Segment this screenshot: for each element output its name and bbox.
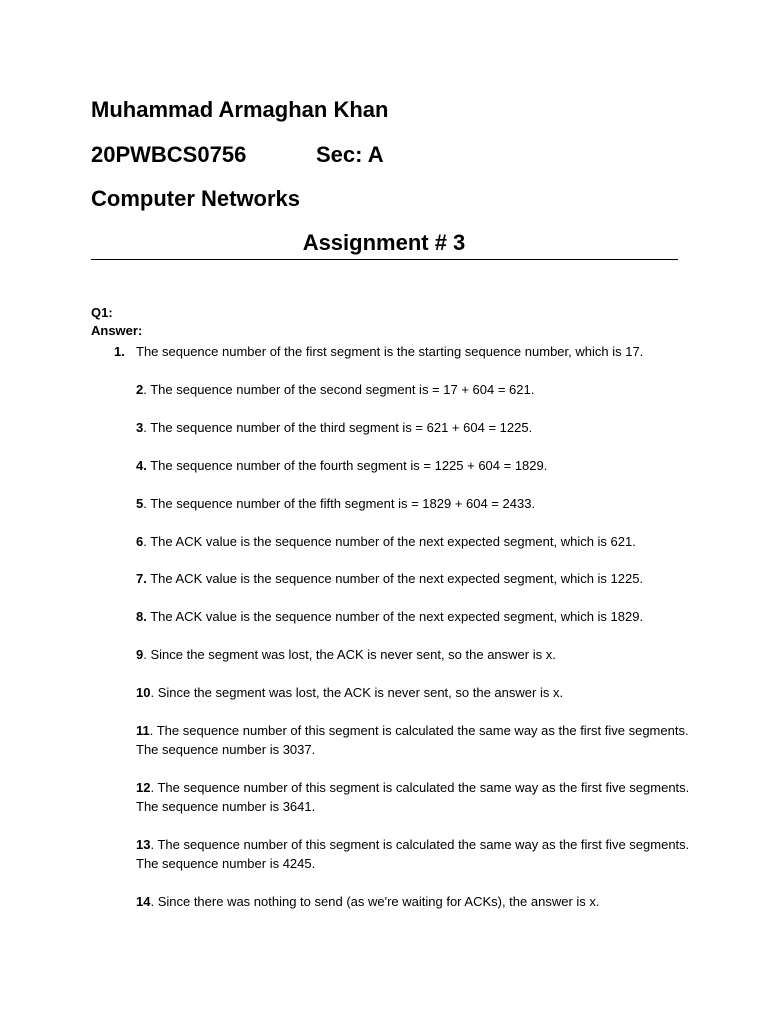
answer-number: 8. — [136, 609, 147, 624]
answer-text: . The sequence number of this segment is calculated the same way as the first five segments. The sequence number is 3037. — [136, 723, 689, 757]
answer-text: . Since there was nothing to send (as we're waiting for ACKs), the answer is x. — [150, 894, 600, 909]
answer-text: . The sequence number of the second segment is = 17 + 604 = 621. — [143, 382, 535, 397]
answer-text: . The ACK value is the sequence number of the next expected segment, which is 621. — [143, 534, 636, 549]
list-item — [136, 778, 696, 816]
answer-number: 6 — [136, 534, 144, 549]
list-item — [136, 683, 696, 702]
answer-text: . The sequence number of the third segment is = 621 + 604 = 1225. — [143, 420, 533, 435]
assignment-title: Assignment # 3 — [302, 230, 466, 255]
question-label: Q1: — [91, 305, 113, 320]
answer-text: The sequence number of the fourth segment is = 1225 + 604 = 1829. — [146, 458, 548, 473]
answer-number: 3 — [136, 420, 144, 435]
section-label: Sec: A — [316, 142, 384, 167]
list-item — [136, 569, 696, 588]
answer-text: . The sequence number of this segment is calculated the same way as the first five segments. The sequence number is 4245. — [136, 837, 690, 871]
list-item — [136, 645, 696, 664]
answer-text: . Since the segment was lost, the ACK is never sent, so the answer is x. — [150, 685, 564, 700]
answer-number: 13 — [136, 837, 151, 852]
answer-text: . Since the segment was lost, the ACK is never sent, so the answer is x. — [143, 647, 556, 662]
answer-number: 10 — [136, 685, 151, 700]
answer-number: 1. — [114, 344, 125, 359]
answer-number: 4. — [136, 458, 147, 473]
answer-number: 5 — [136, 496, 144, 511]
list-item — [136, 456, 696, 475]
course-title: Computer Networks — [91, 186, 301, 211]
answer-number: 9 — [136, 647, 144, 662]
answer-text: . The sequence number of the fifth segment is = 1829 + 604 = 2433. — [143, 496, 536, 511]
answer-number: 7. — [136, 571, 147, 586]
student-name: Muhammad Armaghan Khan — [91, 97, 389, 122]
student-id: 20PWBCS0756 — [91, 142, 247, 167]
answer-number: 2 — [136, 382, 144, 397]
answer-text: . The sequence number of this segment is calculated the same way as the first five segments. The sequence number is 3641. — [136, 780, 690, 814]
answer-label: Answer: — [91, 323, 143, 338]
list-item — [136, 892, 696, 911]
title-divider — [91, 259, 678, 260]
answer-text: The ACK value is the sequence number of the next expected segment, which is 1829. — [146, 609, 644, 624]
list-item — [136, 835, 696, 873]
list-item — [136, 532, 696, 551]
answer-text: The sequence number of the first segment is the starting sequence number, which is 17. — [136, 344, 644, 359]
list-item — [136, 418, 696, 437]
answer-number: 11 — [136, 723, 150, 738]
list-item — [136, 342, 696, 361]
list-item — [136, 380, 696, 399]
list-item — [136, 721, 696, 759]
list-item — [136, 607, 696, 626]
answer-text: The ACK value is the sequence number of the next expected segment, which is 1225. — [146, 571, 644, 586]
answer-number: 12 — [136, 780, 151, 795]
list-item — [136, 494, 696, 513]
answer-number: 14 — [136, 894, 151, 909]
